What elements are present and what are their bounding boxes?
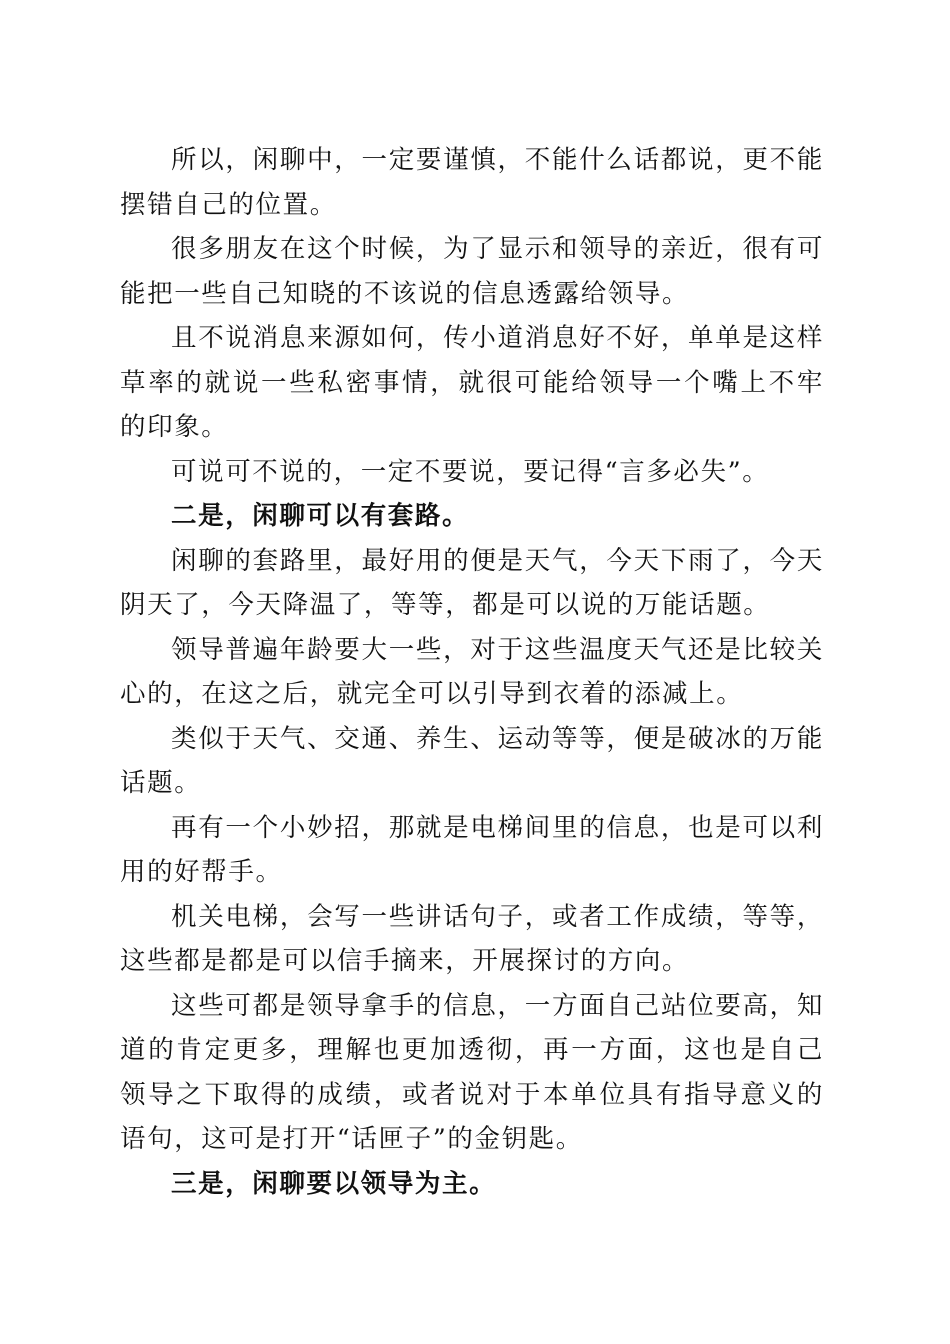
paragraph-4: 可说可不说的，一定不要说，要记得“言多必失”。 [171,456,770,487]
paragraph-6: 领导普遍年龄要大一些，对于这些温度天气还是比较关心的，在这之后，就完全可以引导到衣着的添减上。 [120,634,824,709]
paragraph-7: 类似于天气、交通、养生、运动等等，便是破冰的万能话题。 [120,723,824,798]
paragraph-9: 机关电梯，会写一些讲话句子，或者工作成绩，等等，这些都是都是可以信手摘来，开展探讨的方向。 [120,901,824,976]
paragraph-1: 所以，闲聊中，一定要谨慎，不能什么话都说，更不能摆错自己的位置。 [120,145,824,220]
paragraph-8: 再有一个小妙招，那就是电梯间里的信息，也是可以利用的好帮手。 [120,812,824,887]
section-heading-2: 二是，闲聊可以有套路。 [171,501,470,531]
document-body [120,138,824,1206]
paragraph-3: 且不说消息来源如何，传小道消息好不好，单单是这样草率的就说一些私密事情，就很可能给领导一个嘴上不牢的印象。 [120,323,824,442]
section-heading-3: 三是，闲聊要以领导为主。 [171,1168,497,1199]
paragraph-5: 闲聊的套路里，最好用的便是天气，今天下雨了，今天阴天了，今天降温了，等等，都是可以说的万能话题。 [120,545,824,620]
paragraph-10: 这些可都是领导拿手的信息，一方面自己站位要高，知道的肯定更多，理解也更加透彻，再一方面，这也是自己领导之下取得的成绩，或者说对于本单位具有指导意义的语句，这可是打开“话匣子”的金钥匙。 [120,990,824,1154]
paragraph-2: 很多朋友在这个时候，为了显示和领导的亲近，很有可能把一些自己知晓的不该说的信息透露给领导。 [120,234,824,309]
